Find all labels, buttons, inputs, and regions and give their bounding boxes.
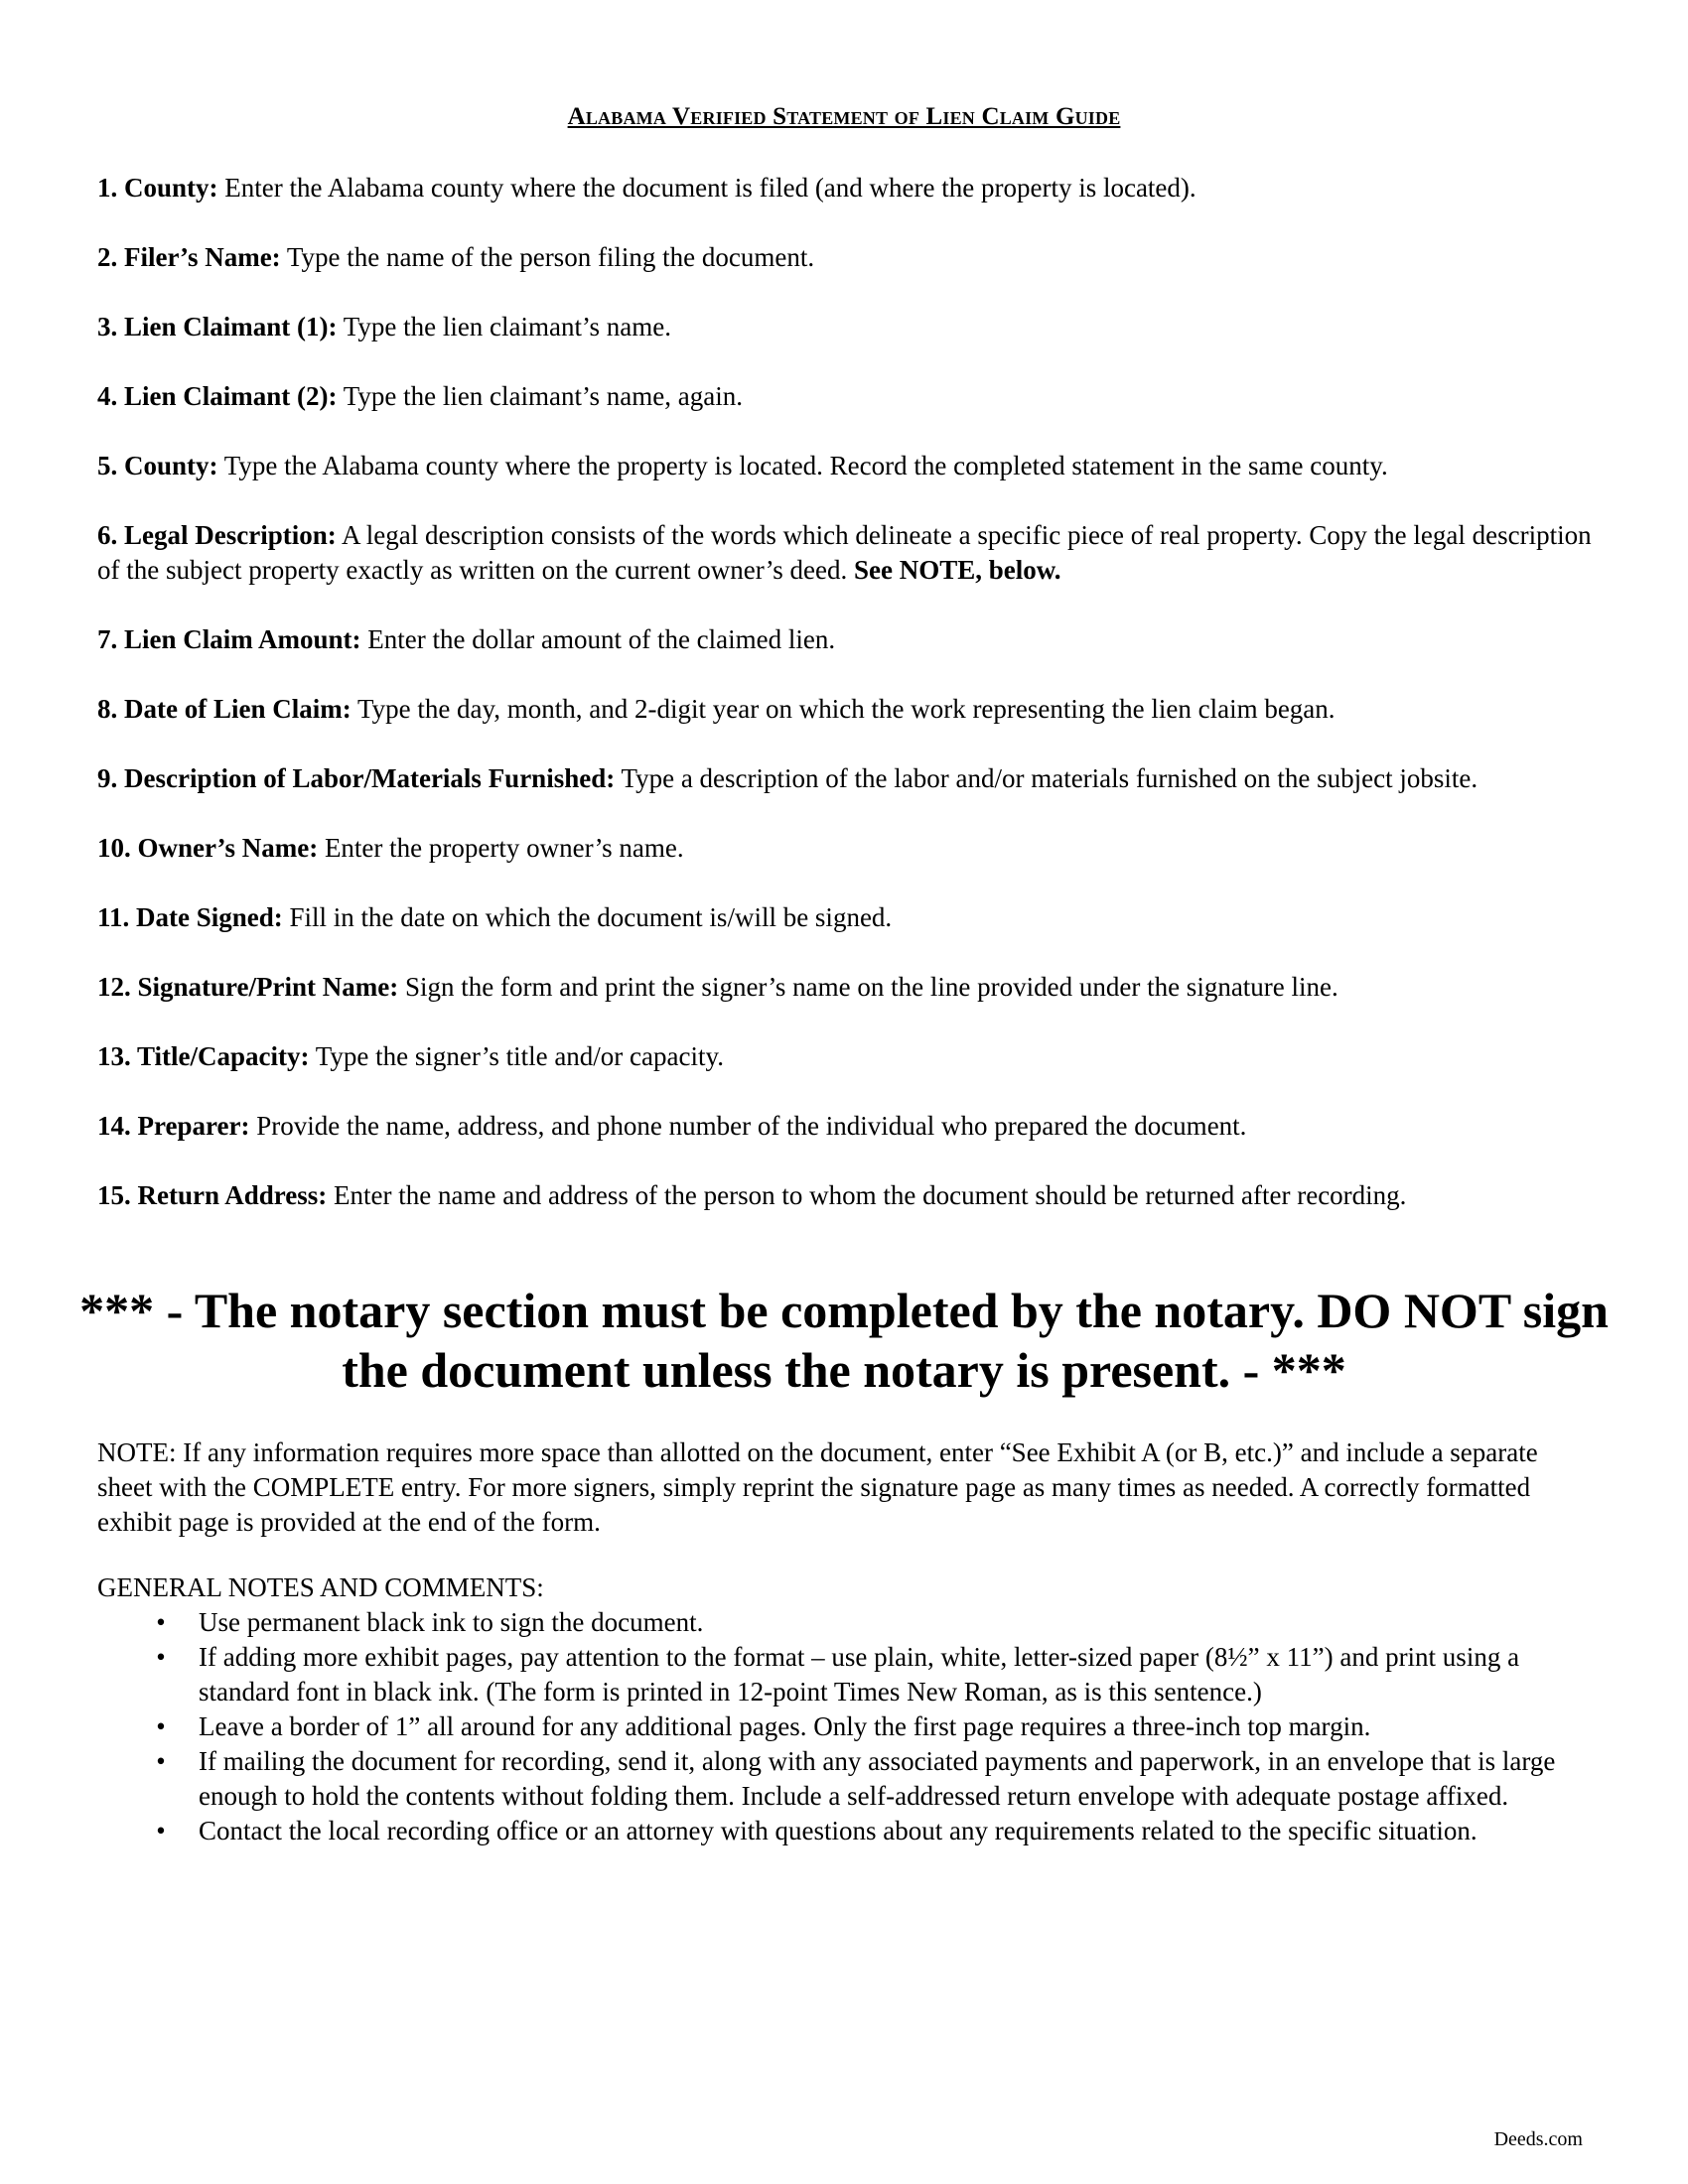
- instruction-item: [97, 622, 1597, 657]
- instruction-item: [97, 518, 1597, 588]
- item-text: Type a description of the labor and/or materials furnished on the subject jobsite.: [615, 763, 1478, 793]
- instruction-item: [97, 449, 1597, 483]
- instruction-item: [97, 240, 1597, 275]
- item-label: 8. Date of Lien Claim:: [97, 694, 352, 724]
- item-label: 5. County:: [97, 451, 218, 480]
- instruction-item: [97, 761, 1597, 796]
- instruction-item: [97, 831, 1597, 866]
- item-label: 1. County:: [97, 173, 218, 203]
- bullet-icon: •: [156, 1746, 166, 1776]
- item-text: Provide the name, address, and phone number of the individual who prepared the document.: [249, 1111, 1247, 1141]
- item-label: 15. Return Address:: [97, 1180, 328, 1210]
- list-item: [97, 1640, 1597, 1709]
- item-text: Enter the Alabama county where the document is filed (and where the property is located).: [217, 173, 1196, 203]
- item-label: 4. Lien Claimant (2):: [97, 381, 338, 411]
- general-notes-heading: GENERAL NOTES AND COMMENTS:: [97, 1572, 544, 1602]
- list-item-text: Contact the local recording office or an attorney with questions about any requirements related to the specific situation.: [199, 1816, 1477, 1845]
- bullet-icon: •: [156, 1816, 166, 1845]
- item-text: Enter the property owner’s name.: [318, 833, 684, 863]
- bullet-icon: •: [156, 1711, 166, 1741]
- item-label: 11. Date Signed:: [97, 902, 283, 932]
- bullet-icon: •: [156, 1607, 166, 1637]
- instruction-item: [97, 692, 1597, 727]
- item-text: A legal description consists of the words which delineate a specific piece of real property. Copy the legal description of the subject property exactly as written on the current owner’s deed.: [97, 520, 1592, 585]
- item-label: 10. Owner’s Name:: [97, 833, 319, 863]
- instruction-list: [97, 171, 1597, 1248]
- list-item-text: If mailing the document for recording, send it, along with any associated payments and paperwork, in an envelope that is large enough to hold the contents without folding them. Include a self-addressed return envelope with adequate postage affixed.: [199, 1746, 1556, 1811]
- bullet-icon: •: [156, 1642, 166, 1672]
- item-text: Sign the form and print the signer’s name on the line provided under the signature line.: [398, 972, 1338, 1002]
- item-label: 14. Preparer:: [97, 1111, 250, 1141]
- item-label: 13. Title/Capacity:: [97, 1041, 310, 1071]
- list-item: [97, 1814, 1597, 1848]
- instruction-item: [97, 171, 1597, 205]
- list-item-text: If adding more exhibit pages, pay attention to the format – use plain, white, letter-sized paper (8½” x 11”) and print using a standard font in black ink. (The form is printed in 12-point Times New Roman, as is this sentence.): [199, 1642, 1520, 1706]
- instruction-item: [97, 1039, 1597, 1074]
- list-item: [97, 1605, 1597, 1640]
- item-text: Type the signer’s title and/or capacity.: [309, 1041, 724, 1071]
- item-label: 12. Signature/Print Name:: [97, 972, 399, 1002]
- list-item: [97, 1709, 1597, 1744]
- page-title: Alabama Verified Statement of Lien Claim Guide: [567, 103, 1121, 130]
- instruction-item: [97, 1109, 1597, 1144]
- item-label: 2. Filer’s Name:: [97, 242, 281, 272]
- notary-warning: *** - The notary section must be completed by the notary. DO NOT sign the document unless the notary is present. - ***: [79, 1283, 1609, 1398]
- instruction-item: [97, 900, 1597, 935]
- item-text: Fill in the date on which the document is/will be signed.: [282, 902, 893, 932]
- note-paragraph: NOTE: If any information requires more space than allotted on the document, enter “See Exhibit A (or B, etc.)” and include a separate sheet with the COMPLETE entry. For more signers, simply reprint the signature page as many times as needed. A correctly formatted exhibit page is provided at the end of the form.: [97, 1437, 1538, 1537]
- item-text: Enter the dollar amount of the claimed lien.: [360, 624, 836, 654]
- instruction-item: [97, 310, 1597, 344]
- item-text: Type the lien claimant’s name, again.: [337, 381, 743, 411]
- item-label: 7. Lien Claim Amount:: [97, 624, 361, 654]
- general-notes-list: [97, 1605, 1597, 1848]
- item-label: 9. Description of Labor/Materials Furnished:: [97, 763, 616, 793]
- item-text: Enter the name and address of the person to whom the document should be returned after recording.: [327, 1180, 1407, 1210]
- list-item-text: Use permanent black ink to sign the document.: [199, 1607, 704, 1637]
- item-tail: See NOTE, below.: [854, 555, 1061, 585]
- list-item-text: Leave a border of 1” all around for any additional pages. Only the first page requires a three-inch top margin.: [199, 1711, 1371, 1741]
- instruction-item: [97, 1178, 1597, 1213]
- item-text: Type the day, month, and 2-digit year on which the work representing the lien claim began.: [351, 694, 1336, 724]
- item-label: 6. Legal Description:: [97, 520, 337, 550]
- instruction-item: [97, 379, 1597, 414]
- item-text: Type the Alabama county where the property is located. Record the completed statement in the same county.: [217, 451, 1388, 480]
- item-text: Type the lien claimant’s name.: [337, 312, 671, 341]
- item-text: Type the name of the person filing the document.: [280, 242, 815, 272]
- instruction-item: [97, 970, 1597, 1005]
- item-label: 3. Lien Claimant (1):: [97, 312, 338, 341]
- list-item: [97, 1744, 1597, 1814]
- footer-brand: Deeds.com: [1493, 2128, 1583, 2150]
